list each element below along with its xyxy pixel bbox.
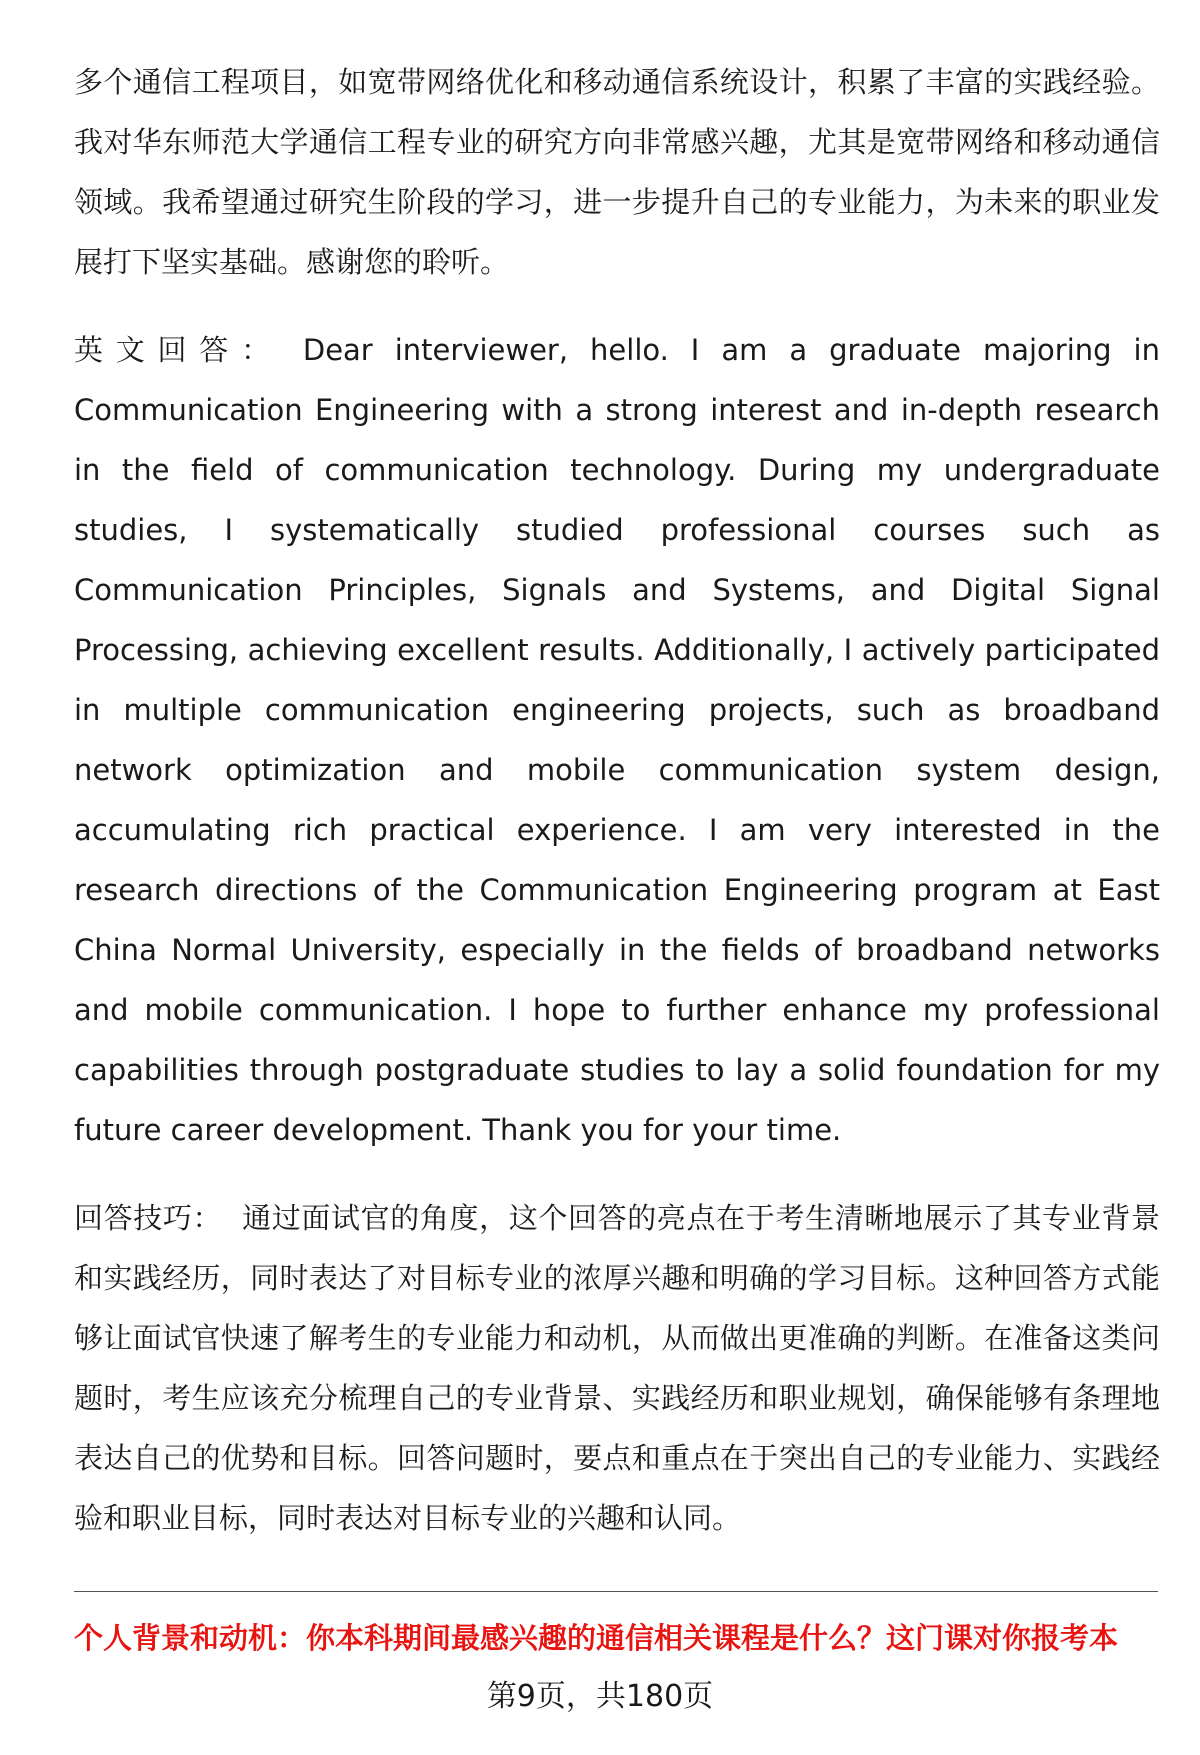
english-answer-paragraph <box>74 320 1160 1160</box>
next-question-heading: 个人背景和动机：你本科期间最感兴趣的通信相关课程是什么？这门课对你报考本 <box>74 1621 1119 1655</box>
page-number: 第9页，共180页 <box>486 1679 714 1714</box>
section-divider <box>74 1591 1158 1592</box>
answer-tips-text: 通过面试官的角度，这个回答的亮点在于考生清晰地展示了其专业背景和实践经历，同时表达了对目标专业的浓厚兴趣和明确的学习目标。这种回答方式能够让面试官快速了解考生的专业能力和动机，从而做出更准确的判断。在准备这类问题时，考生应该充分梳理自己的专业背景、实践经历和职业规划，确保能够有条理地表达自己的优势和目标。回答问题时，要点和重点在于突出自己的专业能力、实践经验和职业目标，同时表达对目标专业的兴趣和认同。 <box>74 1201 1160 1535</box>
answer-tips-paragraph <box>74 1188 1160 1548</box>
document-body <box>74 52 1160 1548</box>
answer-tips-label: 回答技巧： <box>74 1201 223 1235</box>
continued-answer-paragraph: 多个通信工程项目，如宽带网络优化和移动通信系统设计，积累了丰富的实践经验。我对华东师范大学通信工程专业的研究方向非常感兴趣，尤其是宽带网络和移动通信领域。我希望通过研究生阶段的学习，进一步提升自己的专业能力，为未来的职业发展打下坚实基础。感谢您的聆听。 <box>74 65 1160 279</box>
english-answer-label: 英文回答： <box>74 333 283 367</box>
english-answer-text: Dear interviewer, hello. I am a graduate majoring in Communication Engineering with a strong interest and in-depth research in the field of communication technology. During my undergraduate studies, I systematically studied professional courses such as Communication Principles, Signals and Systems, and Digital Signal Processing, achieving excellent results. Additionally, I actively participated in multiple communication engineering projects, such as broadband network optimization and mobile communication system design, accumulating rich practical experience. I am very interested in the research directions of the Communication Engineering program at East China Normal University, especially in the fields of broadband networks and mobile communication. I hope to further enhance my professional capabilities through postgraduate studies to lay a solid foundation for my future career development. Thank you for your time. <box>74 333 1160 1147</box>
